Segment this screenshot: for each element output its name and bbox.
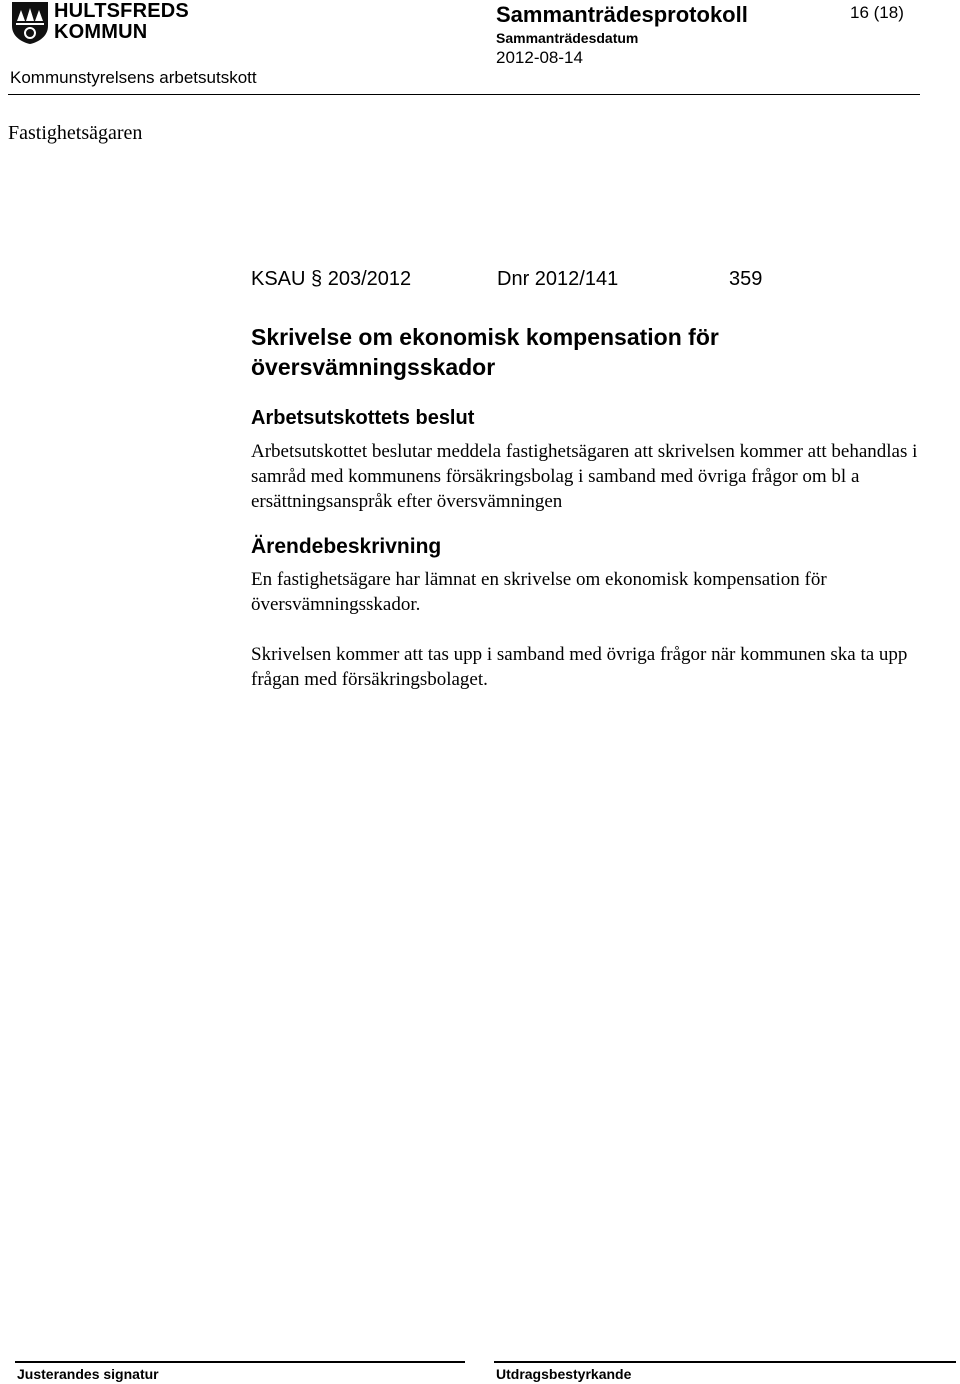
header-divider [8,94,920,95]
case-title: Skrivelse om ekonomisk kompensation för översvämningsskador [251,324,719,380]
signature-line [15,1361,465,1363]
case-dnr: Dnr 2012/141 [497,268,619,290]
logo-text-line2: KOMMUN [54,21,148,43]
extract-certification-label: Utdragsbestyrkande [496,1366,632,1382]
description-heading: Ärendebeskrivning [251,535,442,558]
page-number: 16 (18) [850,3,904,22]
logo-text-line1: HULTSFREDS [54,0,189,22]
adjusting-signature-label: Justerandes signatur [17,1366,159,1382]
case-number: 359 [729,268,763,290]
case-paragraph-id: KSAU § 203/2012 [251,268,412,290]
description-paragraph-2: Skrivelsen kommer att tas upp i samband med övriga frågor när kommunen ska ta upp frågan med försäkringsbolaget. [251,644,908,690]
coat-of-arms-icon [12,2,48,44]
meeting-date-value: 2012-08-14 [496,48,583,67]
document-type: Sammanträdesprotokoll [496,2,748,27]
meeting-date-label: Sammanträdesdatum [496,30,639,46]
certification-line [494,1361,956,1363]
decision-heading: Arbetsutskottets beslut [251,407,475,429]
recipient: Fastighetsägaren [8,122,143,144]
organization-name: Kommunstyrelsens arbetsutskott [10,68,257,87]
decision-text: Arbetsutskottet beslutar meddela fastighetsägaren att skrivelsen kommer att behandlas i samråd med kommunens försäkringsbolag i samband med övriga frågor om bl a ersättningsanspråk efter översvämningen [251,441,918,512]
municipality-logo [12,2,187,46]
description-paragraph-1: En fastighetsägare har lämnat en skrivelse om ekonomisk kompensation för översvämningsskador. [251,569,827,615]
